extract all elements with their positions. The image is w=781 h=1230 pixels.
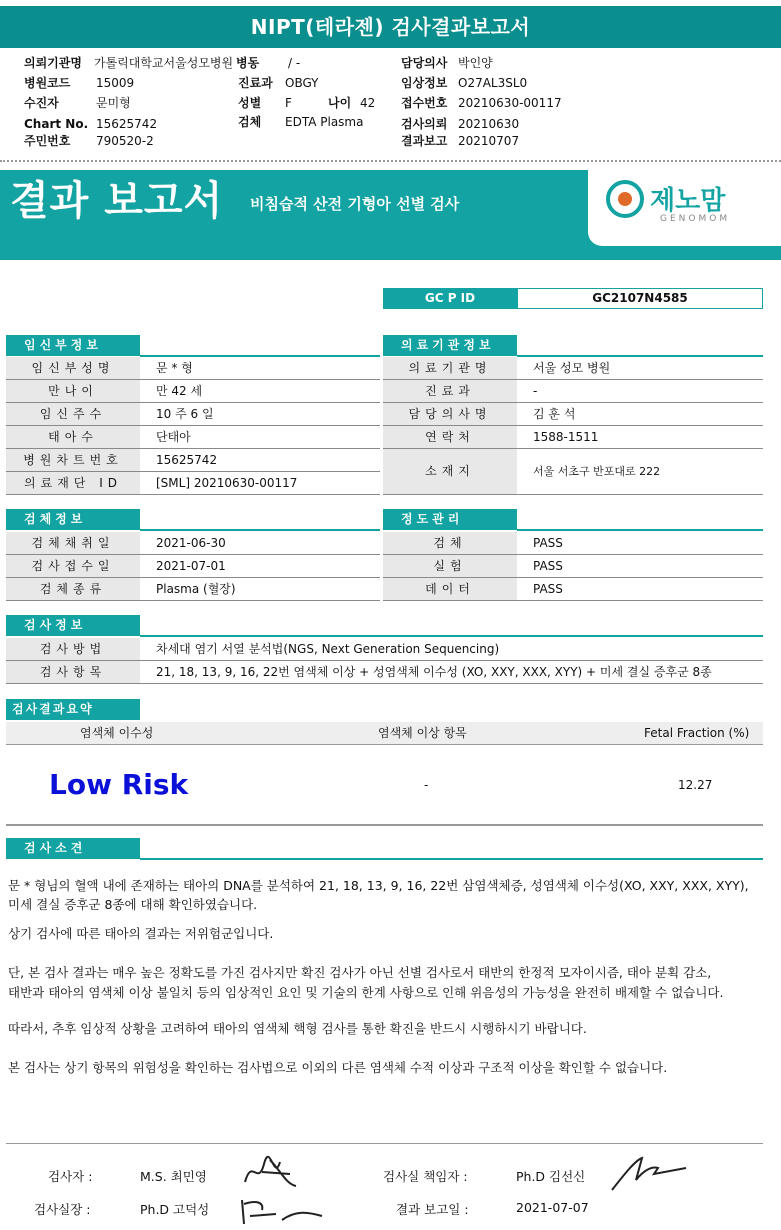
lab-director-label: 검사실장 : — [34, 1202, 91, 1217]
divider — [0, 160, 781, 162]
info-row-label: 소재지 — [383, 449, 517, 494]
info-row-label: 임신주수 — [6, 403, 140, 425]
signature-rule — [6, 1143, 763, 1144]
findings-heading: 검사소견 — [6, 838, 140, 859]
meta-value: 가톨릭대학교서울성모병원 — [94, 56, 234, 70]
patient-heading: 임신부정보 — [6, 335, 140, 356]
info-row-label: 검사항목 — [6, 661, 140, 683]
meta-label: 의뢰기관명 — [24, 56, 82, 70]
section-rule — [517, 529, 763, 531]
institution-heading: 의료기관정보 — [383, 335, 517, 356]
specimen-heading: 검체정보 — [6, 509, 140, 530]
lab-head-name: Ph.D 김선신 — [516, 1169, 586, 1184]
meta-value: 15625742 — [96, 117, 158, 131]
report-date-label: 결과 보고일 : — [396, 1202, 469, 1217]
info-row-label: 검사방법 — [6, 638, 140, 660]
meta-label: 나이 — [328, 96, 352, 110]
info-row-value: 1588-1511 — [533, 430, 599, 444]
info-row-value: 문 * 형 — [156, 361, 193, 375]
info-row — [383, 380, 763, 403]
fetal-fraction-value: 12.27 — [678, 778, 713, 792]
meta-label: 주민번호 — [24, 134, 71, 148]
info-row — [6, 555, 380, 578]
meta-label: 검체 — [238, 115, 262, 129]
info-row — [6, 532, 380, 555]
banner-subtitle: 비침습적 산전 기형아 선별 검사 — [250, 195, 460, 213]
meta-label: 접수번호 — [401, 96, 448, 110]
gcid-label: GC P ID — [383, 288, 517, 309]
result-low-risk: Low Risk — [49, 768, 189, 801]
lab-director-name: Ph.D 고덕성 — [140, 1202, 210, 1217]
meta-value: 20210630 — [458, 117, 520, 131]
meta-value: / - — [288, 56, 301, 70]
banner-title: 결과 보고서 — [10, 178, 224, 224]
meta-value: EDTA Plasma — [285, 115, 364, 129]
logo-icon — [606, 180, 644, 218]
section-rule — [140, 635, 763, 637]
info-row-value: 서울 서초구 반포대로 222 — [533, 465, 661, 478]
info-row-value: PASS — [533, 582, 563, 596]
meta-label: 임상정보 — [401, 76, 448, 90]
info-row-label: 검체 — [383, 532, 517, 554]
test-info-heading: 검사정보 — [6, 615, 140, 636]
info-row — [6, 661, 763, 684]
info-row — [383, 357, 763, 380]
info-row-value: 서울 성모 병원 — [533, 361, 611, 375]
meta-label: 담당의사 — [401, 56, 448, 70]
info-row-label: 검체채취일 — [6, 532, 140, 554]
info-row-label: 만나이 — [6, 380, 140, 402]
info-row-value: PASS — [533, 536, 563, 550]
report-title: NIPT(테라젠) 검사결과보고서 — [0, 6, 781, 48]
info-row-value: 김 훈 석 — [533, 407, 576, 421]
info-row-value: PASS — [533, 559, 563, 573]
info-row-value: 2021-06-30 — [156, 536, 226, 550]
section-rule — [140, 858, 763, 860]
info-row-label: 검사접수일 — [6, 555, 140, 577]
meta-value: OBGY — [285, 76, 319, 90]
gcid-value: GC2107N4585 — [517, 288, 763, 309]
info-row-label: 병원차트번호 — [6, 449, 140, 471]
lab-director-signature-icon — [236, 1190, 326, 1230]
tester-label: 검사자 : — [48, 1169, 93, 1184]
meta-label: 병원코드 — [24, 76, 71, 90]
info-row — [383, 403, 763, 426]
info-row-label: 실험 — [383, 555, 517, 577]
meta-value: 20210707 — [458, 134, 520, 148]
info-row-label: 담당의사명 — [383, 403, 517, 425]
meta-value: 문미형 — [96, 96, 131, 110]
info-row — [6, 449, 380, 472]
info-row — [6, 403, 380, 426]
abnormal-value: - — [424, 778, 429, 792]
info-row-value: 단태아 — [156, 430, 191, 444]
info-row-label: 검체종류 — [6, 578, 140, 600]
info-row-label: 데이터 — [383, 578, 517, 600]
info-row — [383, 578, 763, 601]
col-aneuploidy: 염색체 이수성 — [80, 726, 154, 740]
meta-value: O27AL3SL0 — [458, 76, 528, 90]
logo-text: 제노맘 — [650, 186, 726, 216]
lab-head-label: 검사실 책임자 : — [383, 1169, 468, 1184]
info-row-label: 의료재단 ID — [6, 472, 140, 494]
info-row — [383, 449, 763, 495]
findings-text: 태반과 태아의 염색체 이상 불일치 등의 임상적인 요인 및 기술의 한계 사항으로 인해 위음성의 가능성을 완전히 배제할 수 없습니다. — [8, 985, 724, 1000]
info-row-value: - — [533, 384, 538, 398]
info-row-label: 태아수 — [6, 426, 140, 448]
summary-rule — [6, 824, 763, 826]
meta-value: 20210630-00117 — [458, 96, 562, 110]
info-row — [6, 426, 380, 449]
meta-value: 790520-2 — [96, 134, 154, 148]
info-row-label: 진료과 — [383, 380, 517, 402]
meta-label: Chart No. — [24, 117, 89, 131]
info-row-label: 임신부성명 — [6, 357, 140, 379]
lab-head-signature-icon — [608, 1152, 690, 1196]
info-row-value: Plasma (혈장) — [156, 582, 236, 596]
tester-name: M.S. 최민영 — [140, 1169, 207, 1184]
info-row — [6, 380, 380, 403]
col-abnormal-items: 염색체 이상 항목 — [378, 726, 467, 740]
meta-label: 검사의뢰 — [401, 117, 448, 131]
tester-signature-icon — [240, 1152, 300, 1192]
findings-text: 본 검사는 상기 항목의 위험성을 확인하는 검사법으로 이외의 다른 염색체 수적 이상과 구조적 이상을 확인할 수 없습니다. — [8, 1060, 668, 1075]
info-row — [383, 426, 763, 449]
info-row-value: 차세대 염기 서열 분석법(NGS, Next Generation Sequencing) — [156, 642, 500, 656]
info-row-value: 2021-07-01 — [156, 559, 226, 573]
info-row — [383, 532, 763, 555]
findings-text: 단, 본 검사 결과는 매우 높은 정확도를 가진 검사지만 확진 검사가 아닌 선별 검사로서 태반의 한정적 모자이시즘, 태아 분획 감소, — [8, 965, 712, 980]
info-row-label: 연락처 — [383, 426, 517, 448]
col-fetal-fraction: Fetal Fraction (%) — [644, 726, 750, 740]
info-row — [383, 555, 763, 578]
meta-value: 15009 — [96, 76, 135, 90]
meta-value: F — [285, 96, 292, 110]
info-row — [6, 472, 380, 495]
info-row-value: [SML] 20210630-00117 — [156, 476, 298, 490]
info-row-value: 15625742 — [156, 453, 218, 467]
meta-label: 결과보고 — [401, 134, 448, 148]
qc-heading: 정도관리 — [383, 509, 517, 530]
meta-value: 박인양 — [458, 56, 493, 70]
findings-text: 상기 검사에 따른 태아의 결과는 저위험군입니다. — [8, 926, 274, 941]
findings-text: 문 * 형님의 혈액 내에 존재하는 태아의 DNA를 분석하여 21, 18, 13, 9, 16, 22번 삼염색체증, 성염색체 이수성(XO, XXY, XXX, XYY), — [8, 878, 749, 893]
info-row — [6, 357, 380, 380]
info-row — [6, 578, 380, 601]
info-row-value: 만 42 세 — [156, 384, 203, 398]
summary-heading: 검사결과요약 — [6, 699, 140, 720]
info-row-value: 10 주 6 일 — [156, 407, 214, 421]
meta-value: 42 — [360, 96, 376, 110]
findings-text: 따라서, 추후 임상적 상황을 고려하여 태아의 염색체 핵형 검사를 통한 확진을 반드시 시행하시기 바랍니다. — [8, 1021, 587, 1036]
section-rule — [140, 529, 380, 531]
info-row-label: 의료기관명 — [383, 357, 517, 379]
info-row — [6, 638, 763, 661]
meta-label: 수진자 — [24, 96, 59, 110]
meta-label: 성별 — [238, 96, 262, 110]
genomom-logo — [588, 170, 781, 246]
meta-label: 병동 — [236, 56, 260, 70]
report-date-value: 2021-07-07 — [516, 1200, 589, 1215]
findings-text: 미세 결실 증후군 8종에 대해 확인하였습니다. — [8, 897, 258, 912]
meta-label: 진료과 — [238, 76, 273, 90]
info-row-value: 21, 18, 13, 9, 16, 22번 염색체 이상 + 성염색체 이수성 (XO, XXY, XXX, XYY) + 미세 결실 증후군 8종 — [156, 665, 712, 679]
summary-header-row — [6, 722, 763, 745]
logo-subtext: GENOMOM — [660, 214, 731, 224]
